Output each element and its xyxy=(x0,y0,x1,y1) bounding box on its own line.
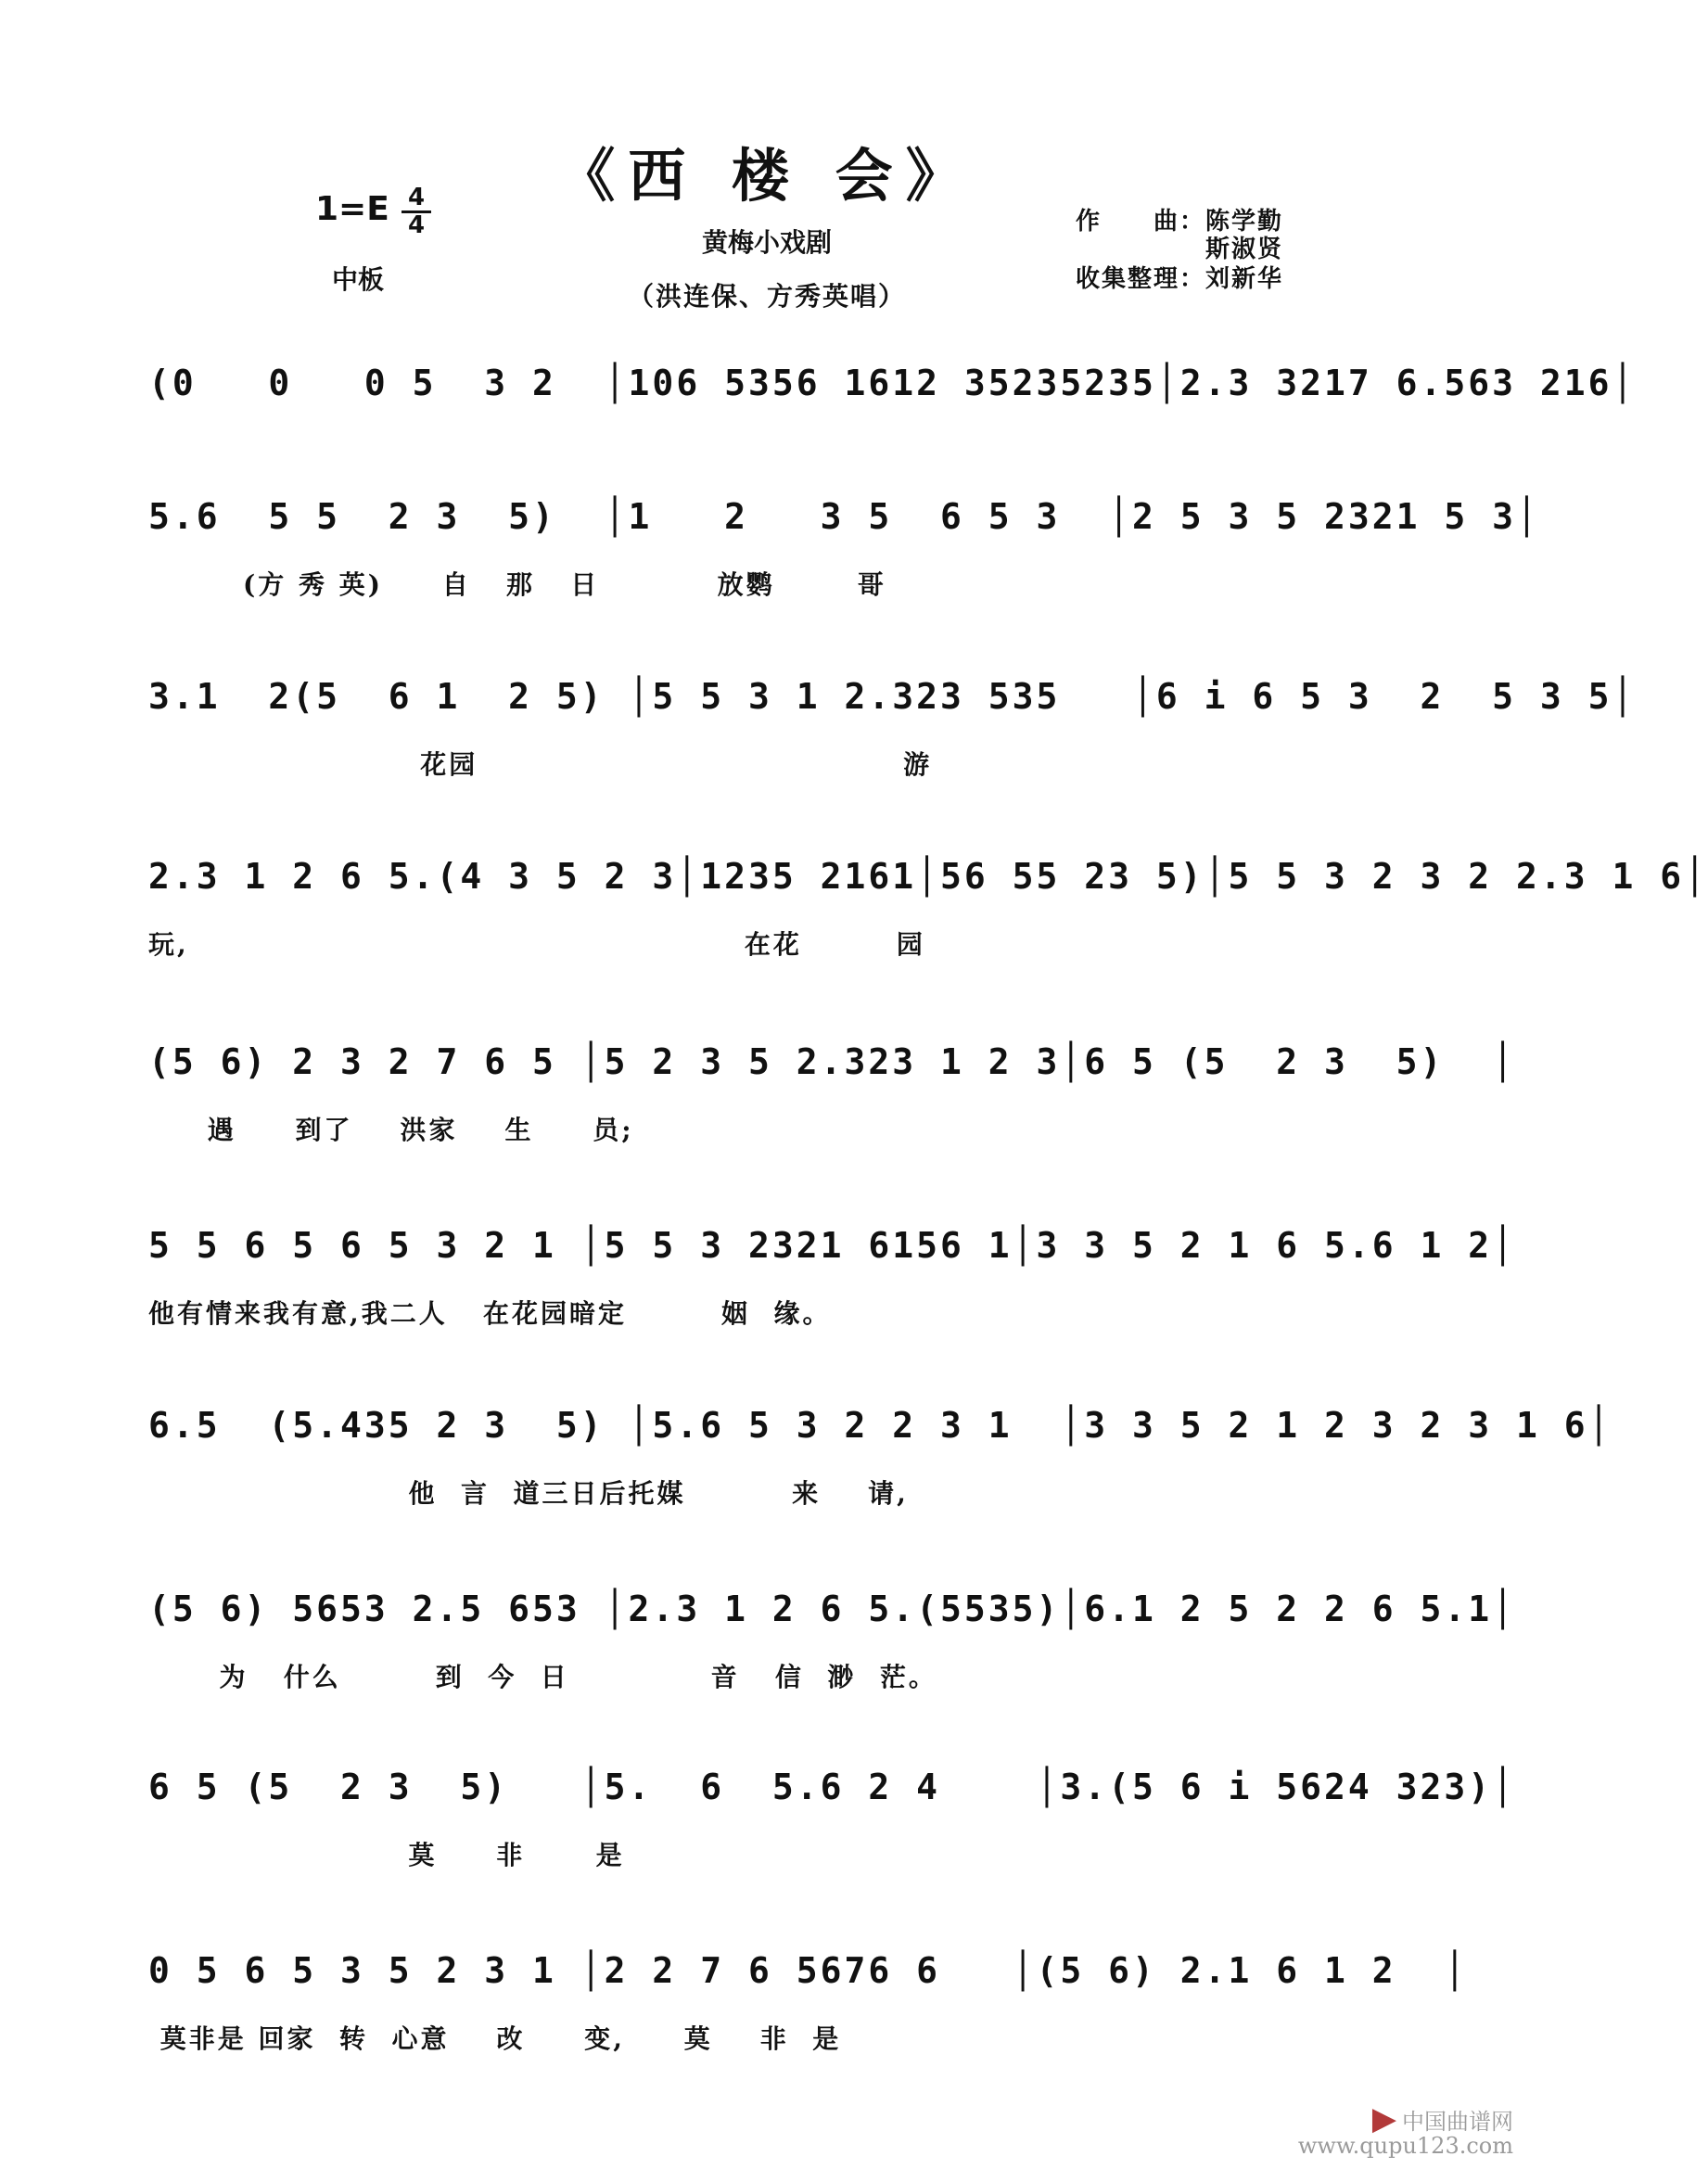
watermark-url: www.qupu123.com xyxy=(1297,2133,1513,2159)
tempo-marking: 中板 xyxy=(332,264,385,295)
lyrics-line: 莫非是 回家 转 心意 改 变, 莫 非 是 xyxy=(148,2023,842,2054)
watermark-site-name: 中国曲谱网 xyxy=(1402,2109,1513,2135)
lyrics-line: 玩, 在花 园 xyxy=(148,929,925,960)
notation-line: 5 5 6 5 6 5 3 2 1 │5 5 3 2321 6156 1│3 3 5 2 1 6 5.6 1 2│ xyxy=(148,1225,1517,1266)
notation-line: (5 6) 5653 2.5 653 │2.3 1 2 6 5.(5535)│6.1 2 5 2 2 6 5.1│ xyxy=(148,1588,1517,1629)
lyrics-line: (方 秀 英) 自 那 日 放鹦 哥 xyxy=(148,569,886,600)
lyrics-line: 遇 到了 洪家 生 员; xyxy=(148,1115,634,1145)
notation-line: 5.6 5 5 2 3 5) │1 2 3 5 6 5 3 │2 5 3 5 2321 5 3│ xyxy=(148,496,1540,537)
singers-credit: （洪连保、方秀英唱） xyxy=(627,281,906,312)
composer-name-1: 陈学勤 xyxy=(1205,208,1284,236)
time-signature-numerator: 4 xyxy=(402,185,431,213)
notation-line: (0 0 0 5 3 2 │106 5356 1612 35235235│2.3 3217 6.563 216│ xyxy=(148,363,1637,403)
notation-line: 0 5 6 5 3 5 2 3 1 │2 2 7 6 5676 6 │(5 6) 2.1 6 1 2 │ xyxy=(148,1950,1469,1991)
collector-name: 刘新华 xyxy=(1205,265,1284,293)
notation-line: (5 6) 2 3 2 7 6 5 │5 2 3 5 2.323 1 2 3│6 5 (5 2 3 5) │ xyxy=(148,1041,1517,1082)
notation-line: 2.3 1 2 6 5.(4 3 5 2 3│1235 2161│56 55 23 5)│5 5 3 2 3 2 2.3 1 6│ xyxy=(148,856,1708,897)
lyrics-line: 为 什么 到 今 日 音 信 渺 茫。 xyxy=(148,1662,937,1692)
lyrics-line: 莫 非 是 xyxy=(148,1840,625,1870)
notation-line: 6 5 (5 2 3 5) │5. 6 5.6 2 4 │3.(5 6 i 5624 323)│ xyxy=(148,1767,1517,1807)
site-watermark xyxy=(1297,2100,1513,2159)
watermark-logo-icon: ▶ xyxy=(1371,2100,1396,2137)
time-signature-denominator: 4 xyxy=(407,211,426,239)
composer-label: 作 曲： xyxy=(1076,208,1206,236)
lyrics-line xyxy=(148,428,1363,475)
lyrics-line: 他有情来我有意,我二人 在花园暗定 姻 缘。 xyxy=(148,1298,832,1329)
collector-label: 收集整理： xyxy=(1076,265,1206,293)
composer-name-2: 斯淑贤 xyxy=(1205,236,1284,263)
page-title: 《西 楼 会》 xyxy=(557,142,976,210)
notation-line: 6.5 (5.435 2 3 5) │5.6 5 3 2 2 3 1 │3 3 5 2 1 2 3 2 3 1 6│ xyxy=(148,1405,1612,1446)
notation-line: 3.1 2(5 6 1 2 5) │5 5 3 1 2.323 535 │6 i 6 5 3 2 5 3 5│ xyxy=(148,676,1637,717)
lyrics-line: 他 言 道三日后托媒 来 请, xyxy=(148,1478,909,1509)
key-signature: 1=E xyxy=(315,190,389,228)
lyrics-line: 花园 游 xyxy=(148,749,933,780)
genre-subtitle: 黄梅小戏剧 xyxy=(701,227,832,258)
